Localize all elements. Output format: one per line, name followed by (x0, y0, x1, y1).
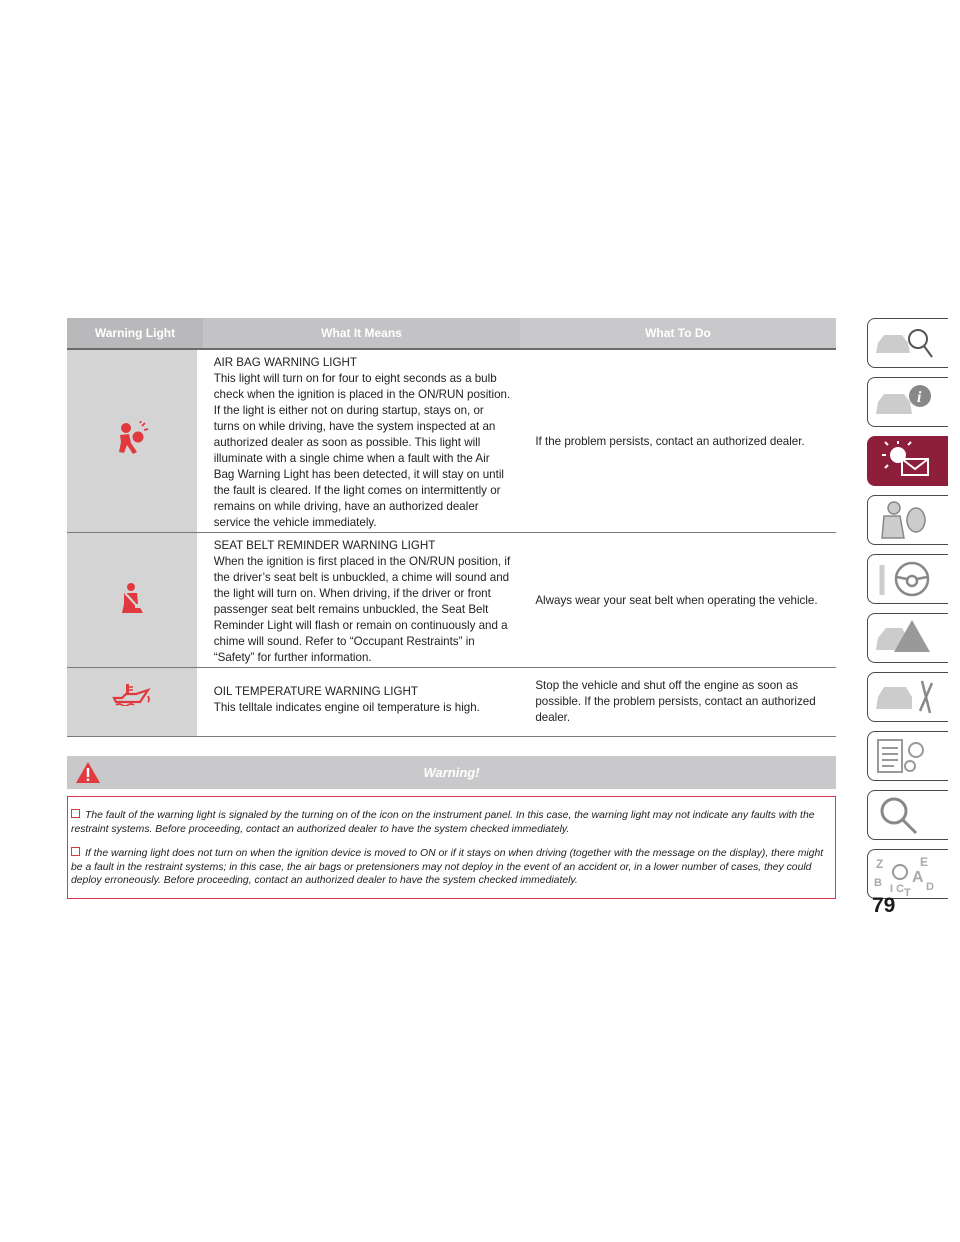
svg-text:D: D (926, 881, 934, 893)
row-action: Stop the vehicle and shut off the engine as soon as possible. If the problem persists, contact an authorized dealer. (535, 679, 816, 724)
row-meaning: When the ignition is first placed in the ON/RUN position, if the driver’s seat belt is unbuckled, a chime will sound and the light will turn on. When driving, if the driver or front passenger seat belt remains unbuckled, the Seat Belt Reminder Light will flash or remain on continuously and a chime will sound. Refer to “Occupant Restraints” in “Safety” for further information. (213, 555, 511, 664)
tab-car-tools[interactable] (867, 672, 948, 722)
oil-temperature-warning-icon (112, 684, 152, 711)
row-title: AIR BAG WARNING LIGHT (213, 356, 357, 369)
bullet-square-icon (71, 809, 80, 818)
table-header (67, 318, 836, 350)
table-row (67, 533, 836, 668)
row-title: SEAT BELT REMINDER WARNING LIGHT (213, 539, 436, 552)
warning-title: Warning! (423, 765, 480, 780)
tab-car-accident[interactable] (867, 613, 948, 663)
row-meaning: This light will turn on for four to eight seconds as a bulb check when the ignition is placed in the ON/RUN position. If the light is either not on during startup, stays on, or turns on while driving, have the system inspected at an authorized dealer as soon as possible. This light will illuminate with a single chime when a fault with the Air Bag Warning Light has been detected, it will stay on until the fault is cleared. If the light comes on intermittently or remains on while driving, have an authorized dealer service the vehicle immediately. (213, 372, 511, 529)
svg-text:i: i (917, 389, 922, 406)
row-action: Always wear your seat belt when operating the vehicle. (535, 593, 818, 607)
tab-car-info[interactable] (867, 377, 948, 427)
header-warning-light: Warning Light (67, 318, 203, 348)
warning-triangle-icon (75, 761, 101, 790)
warning-item: The fault of the warning light is signaled by the turning on of the icon on the instrument panel. In this case, the warning light may not indicate any faults with the restraint systems. Before proceeding, contact an authorized dealer to have the system checked immediately. (71, 810, 815, 835)
header-what-it-means: What It Means (203, 318, 520, 348)
row-meaning: This telltale indicates engine oil temperature is high. (213, 701, 480, 714)
warning-box (67, 796, 836, 899)
page-number: 79 (872, 894, 896, 917)
header-what-to-do: What To Do (520, 318, 836, 348)
svg-text:I C: I C (890, 883, 905, 895)
tab-seat-airbag[interactable] (867, 495, 948, 545)
tab-search[interactable] (867, 790, 948, 840)
warning-header (67, 756, 836, 789)
warning-item: If the warning light does not turn on when the ignition device is moved to ON or if it stays on when driving (together with the message on the display), there might be a fault in the restraint systems; in this case, the air bags or pretensioners may not deploy in the event of an accident or, in a lower number of cases, they could deploy erroneously. Before proceeding, contact an authorized dealer to have the system checked immediately. (71, 848, 824, 886)
svg-text:E: E (920, 855, 929, 869)
table-row (67, 350, 836, 533)
warning-lights-table (67, 318, 836, 737)
tab-key-steering[interactable] (867, 554, 948, 604)
svg-text:Z: Z (876, 857, 884, 871)
seat-belt-warning-icon (119, 582, 145, 619)
row-action: If the problem persists, contact an authorized dealer. (535, 434, 805, 448)
table-row (67, 668, 836, 737)
bullet-square-icon (71, 847, 80, 856)
tab-warning-lights[interactable] (867, 436, 948, 486)
tab-car-search[interactable] (867, 318, 948, 368)
tab-alphabet-index[interactable] (867, 849, 948, 899)
airbag-warning-icon (115, 421, 149, 462)
svg-text:A: A (912, 869, 924, 886)
svg-text:T: T (904, 887, 911, 896)
tab-list-settings[interactable] (867, 731, 948, 781)
svg-text:B: B (874, 877, 882, 889)
row-title: OIL TEMPERATURE WARNING LIGHT (213, 685, 418, 698)
